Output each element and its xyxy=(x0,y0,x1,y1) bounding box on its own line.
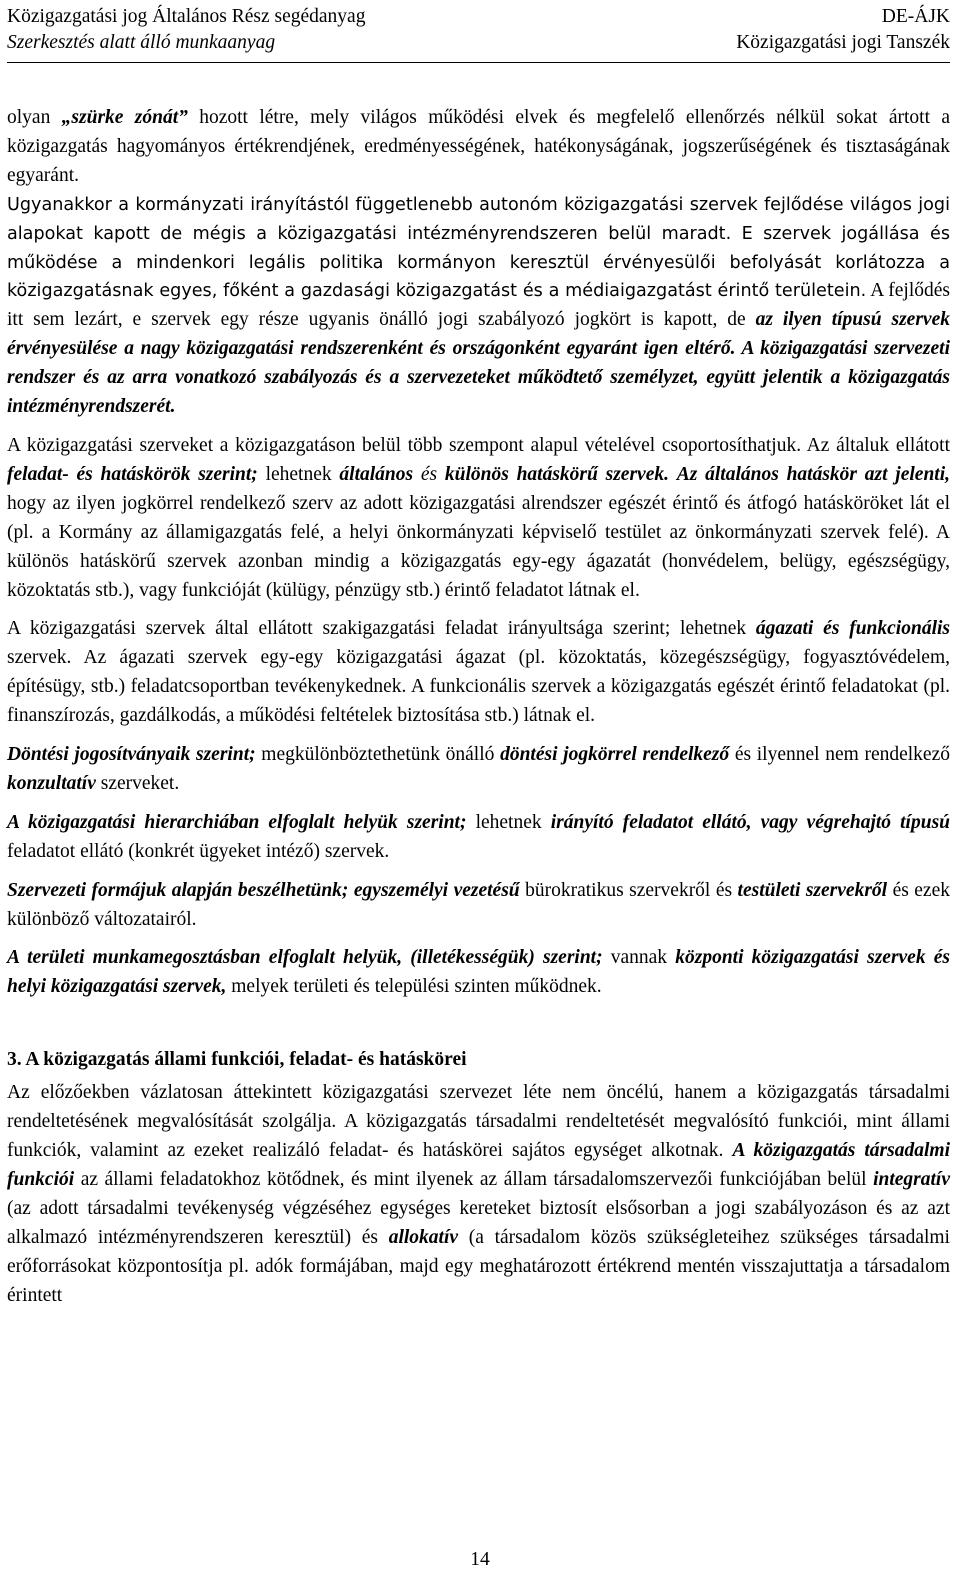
paragraph-sectoral-functional: A közigazgatási szervek által ellátott szakigazgatási feladat irányultsága szerint; lehetnek ágazati és funkcionális szervek. Az ágazati szervek egy-egy közigazgatási ágazat (pl. közoktatás, közegészségügy, fogyasztóvédelem, építésügy, stb.) feladatcsoportban tevékenykednek. A funkcionális szervek a közigazgatás egészét érintő feladatokat (pl. finanszírozás, gazdálkodás, a működési feltételek biztosítása stb.) látnak el. xyxy=(7,618,950,727)
document-body xyxy=(7,104,950,1310)
paragraph-grey-zone: olyan „szürke zónát” hozott létre, mely világos működési elvek és megfelelő ellenőrzés nélkül sokat ártott a közigazgatás hagyományos értékrendjének, eredményességének, hatékonyságának, jogszerűségének és tisztaságának egyaránt. xyxy=(7,107,950,186)
paragraph-autonomous-agencies: Ugyanakkor a kormányzati irányítástól függetlenebb autonóm közigazgatási szervek fejlődése világos jogi alapokat kapott de mégis a közigazgatási intézményrendszeren belül maradt. E szervek jogállása és működése a mindenkori legális politika kormányon keresztül érvényesülői befolyását korlátozza a közigazgatásnak egyes, főként a gazdasági közigazgatást és a médiaigazgatást érintő területein. A fejlődés itt sem lezárt, e szervek egy része ugyanis önálló jogi szabályozó jogkört is kapott, de az ilyen típusú szervek érvényesülése a nagy közigazgatási rendszerenként és országonként egyaránt igen eltérő. A közigazgatási szervezeti rendszer és az arra vonatkozó szabályozás és a szervezeteket működtető személyzet, együtt jelentik a közigazgatás intézményrendszerét. xyxy=(7,194,950,418)
paragraph-territorial: A területi munkamegosztásban elfoglalt helyük, (illetékességük) szerint; vannak központi közigazgatási szervek és helyi közigazgatási szervek, melyek területi és települési szinten működnek. xyxy=(7,947,951,998)
paragraph-organisational-form: Szervezeti formájuk alapján beszélhetünk; egyszemélyi vezetésű bürokratikus szervekről és testületi szervekről és ezek különböző változatairól. xyxy=(7,879,950,930)
header-right xyxy=(736,4,950,56)
paragraph-state-functions: Az előzőekben vázlatosan áttekintett közigazgatási szervezet léte nem öncélú, hanem a közigazgatás társadalmi rendeltetésének megvalósítását szolgálja. A közigazgatás társadalmi rendeltetését megvalósító funkciói, mint állami funkciók, valamint az ezeket realizáló feladat- és hatáskörei sajátos egységet alkotnak. A közigazgatás társadalmi funkciói az állami feladatokhoz kötődnek, és mint ilyenek az állam társadalomszervezői funkciójában belül integratív (az adott társadalmi tevékenység végzéséhez egységes kereteket biztosít elsősorban a jogi szabályozáson és az azt alkalmazó intézményrendszeren keresztül) és allokatív (a társadalom közös szükségleteihez szükséges társadalmi erőforrásokat központosítja pl. adók formájában, majd egy meghatározott értékrend mentén visszajuttatja a társadalom érintett xyxy=(7,1082,950,1306)
page-number: 14 xyxy=(470,1549,490,1570)
section-heading: 3. A közigazgatás állami funkciói, feladat- és hatáskörei xyxy=(7,1049,467,1071)
header-faculty: DE-ÁJK xyxy=(881,6,950,27)
header-course-title: Közigazgatási jog Általános Rész segédanyag xyxy=(7,6,366,27)
header-left xyxy=(7,4,365,56)
header-department: Közigazgatási jogi Tanszék xyxy=(736,32,950,53)
page-header xyxy=(7,4,950,63)
header-draft-note: Szerkesztés alatt álló munkaanyag xyxy=(7,32,276,53)
paragraph-competence-classification: A közigazgatási szerveket a közigazgatáson belül több szempont alapul vételével csoportosíthatjuk. Az általuk ellátott feladat- és hatáskörök szerint; lehetnek általános és különös hatáskörű szervek. Az általános hatáskör azt jelenti, hogy az ilyen jogkörrel rendelkező szerv az adott közigazgatási alrendszer egészét érintő és átfogó hatásköröket lát el (pl. a Kormány az államigazgatás felé, a helyi önkormányzati képviselő testület az önkormányzati szervek felé). A különös hatáskörű szervek azonban mindig a közigazgatás egy-egy ágazatát (honvédelem, belügy, egészségügy, közoktatás stb.), vagy funkcióját (külügy, pénzügy stb.) érintő feladatot látnak el. xyxy=(7,434,951,601)
paragraph-hierarchy: A közigazgatási hierarchiában elfoglalt helyük szerint; lehetnek irányító feladatot ellátó, vagy végrehajtó típusú feladatot ellátó (konkrét ügyeket intéző) szervek. xyxy=(7,811,951,862)
paragraph-decision-powers: Döntési jogosítványaik szerint; megkülönböztethetünk önálló döntési jogkörrel rendelkező és ilyennel nem rendelkező konzultatív szerveket. xyxy=(7,744,950,794)
